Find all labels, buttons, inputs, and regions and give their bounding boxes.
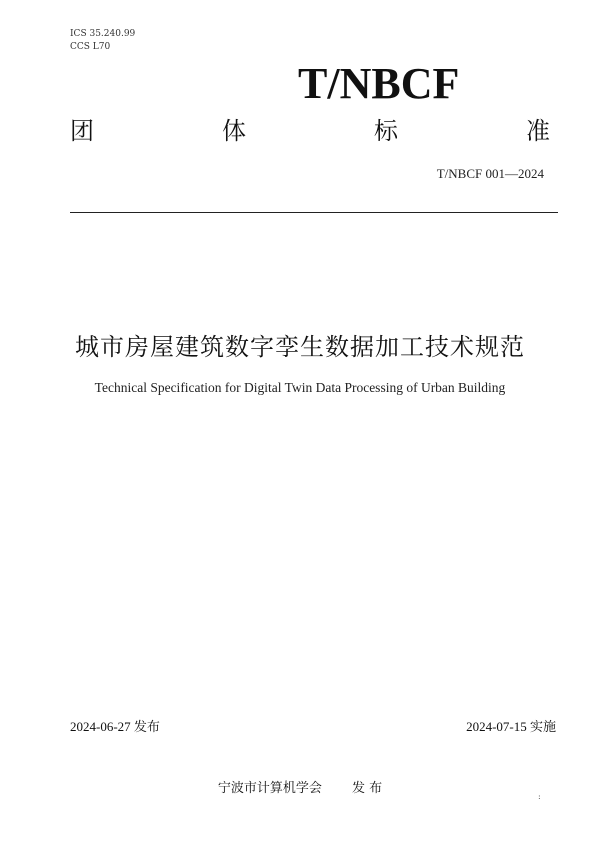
title-chinese: 城市房屋建筑数字孪生数据加工技术规范 [75,333,525,361]
standard-code: T/NBCF 001—2024 [436,166,544,181]
standard-logo: T/NBCF [298,59,460,108]
ics-code: ICS 35.240.99 [70,29,136,39]
standard-type-char: 体 [222,117,246,145]
release-date: 2024-06-27 发布 [70,719,160,734]
publisher-name: 宁波市计算机学会 [217,781,322,796]
header-divider [70,212,558,213]
publisher [0,777,600,796]
classification-codes [70,28,135,54]
page-mark: : [538,792,541,801]
standard-type-char: 标 [374,117,398,145]
title-english: Technical Specification for Digital Twin Data Processing of Urban Building [94,380,506,395]
publisher-action: 发 布 [351,781,383,796]
ccs-code: CCS L70 [70,42,111,52]
standard-type [70,116,550,146]
implementation-date: 2024-07-15 实施 [466,719,556,734]
standard-type-char: 准 [526,117,550,145]
standard-type-char: 团 [70,117,94,145]
